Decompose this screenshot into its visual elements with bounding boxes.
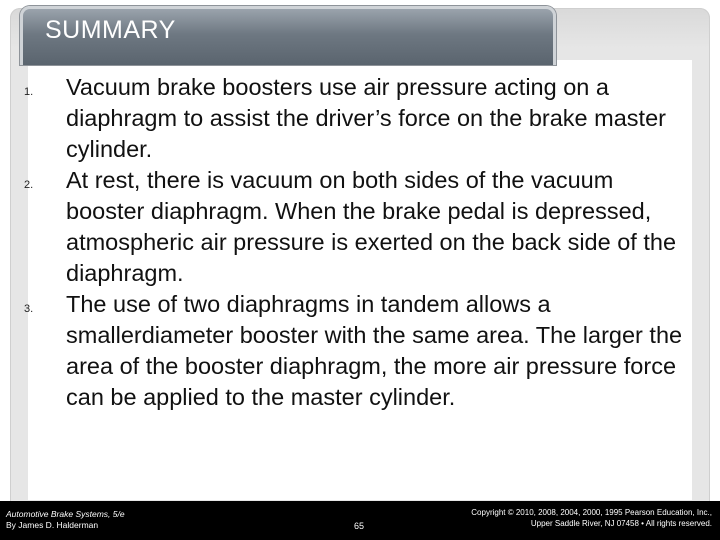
list-item-number: 1.	[24, 86, 34, 98]
page-number: 65	[354, 521, 365, 531]
copyright-line-1: Copyright © 2010, 2008, 2004, 2000, 1995 Pearson Education, Inc.,	[471, 508, 712, 517]
list-item	[24, 165, 684, 289]
summary-list	[24, 72, 684, 413]
list-item-text: The use of two diaphragms in tandem allows a smallerdiameter booster with the same area. The larger the area of the booster diaphragm, the more air pressure force can be applied to the master cylinder.	[66, 291, 683, 410]
list-item-text: At rest, there is vacuum on both sides of the vacuum booster diaphragm. When the brake pedal is depressed, atmospheric air pressure is exerted on the back side of the diaphragm.	[66, 167, 677, 286]
list-item	[24, 289, 684, 413]
book-author: By James D. Halderman	[6, 520, 99, 530]
slide-title: SUMMARY	[45, 16, 176, 44]
list-item	[24, 72, 684, 165]
footer-bar	[0, 501, 720, 540]
list-item-number: 3.	[24, 303, 34, 315]
copyright-notice	[471, 507, 712, 529]
footer-book-info	[6, 509, 125, 531]
list-item-text: Vacuum brake boosters use air pressure acting on a diaphragm to assist the driver’s force on the brake master cylinder.	[66, 74, 666, 162]
copyright-line-2: Upper Saddle River, NJ 07458 • All rights reserved.	[530, 519, 712, 528]
list-item-number: 2.	[24, 179, 34, 191]
book-title: Automotive Brake Systems, 5/e	[6, 509, 125, 519]
